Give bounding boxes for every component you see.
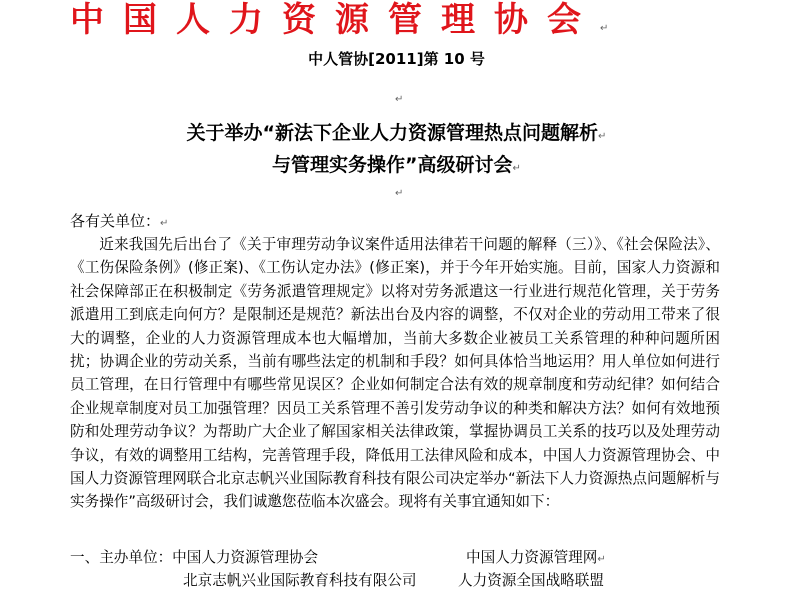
paragraph-mark: ↵ — [512, 163, 521, 174]
salutation-text: 各有关单位： — [70, 212, 161, 230]
sponsor-item-text: 中国人力资源管理网 — [466, 549, 598, 566]
document-title-line-1 — [0, 118, 793, 145]
sponsor-item: 人力资源全国战略联盟 — [458, 572, 604, 589]
paragraph-mark: ↵ — [160, 218, 169, 229]
sponsor-item: 北京志帆兴业国际教育科技有限公司 — [183, 572, 417, 589]
title-line-1-text: 关于举办“新法下企业人力资源管理热点问题解析 — [186, 122, 599, 144]
organization-name: 中国人力资源管理协会 — [70, 0, 600, 40]
organization-header — [70, 0, 627, 49]
title-line-2-text: 与管理实务操作”高级研讨会 — [272, 154, 513, 176]
paragraph-mark: ↵ — [597, 554, 606, 565]
paragraph-mark: ↵ — [600, 23, 628, 34]
paragraph-mark: ↵ — [598, 131, 607, 142]
sponsors-heading-row — [70, 546, 318, 567]
body-paragraph: 近来我国先后出台了《关于审理劳动争议案件适用法律若干问题的解释（三）》、《社会保险法》、《工伤保险条例》(修正案)、《工伤认定办法》(修正案)，并于今年开始实施。目前，国家人力资源和社会保障部正在积极制定《劳务派遣管理规定》以将对劳务派遣这一行业进行规范化管理，关于劳务派遣用工到底走向何方？是限制还是规范？新法出台及内容的调整，不仅对企业的劳动用工带来了很大的调整，企业的人力资源管理成本也大幅增加，当前大多数企业被员工关系管理的种种问题所困扰；协调企业的劳动关系，当前有哪些法定的机制和手段？如何具体恰当地运用？用人单位如何进行员工管理，在日行管理中有哪些常见误区？企业如何制定合法有效的规章制度和劳动纪律？如何结合企业规章制度对员工加强管理？因员工关系管理不善引发劳动争议的种类和解决方法？如何有效地预防和处理劳动争议？为帮助广大企业了解国家相关法律政策，掌握协调员工关系的技巧以及处理劳动争议，有效的调整用工结构，完善管理手段，降低用工法律风险和成本，中国人力资源管理协会、中国人力资源管理网联合北京志帆兴业国际教育科技有限公司决定举办“新法下人力资源热点问题解析与实务操作”高级研讨会，我们诚邀您莅临本次盛会。现将有关事宜通知如下： — [70, 236, 720, 511]
paragraph-mark: ↵ — [395, 94, 404, 105]
document-number — [0, 48, 793, 69]
salutation — [70, 210, 168, 231]
document-title-line-2 — [0, 150, 793, 177]
paragraph-mark: ↵ — [395, 188, 404, 199]
document-number-text: 中人管协[2011]第 10 号 — [308, 50, 485, 68]
sponsor-item — [466, 546, 606, 567]
sponsors-heading: 一、主办单位： — [70, 549, 173, 566]
sponsor-item: 中国人力资源管理协会 — [172, 549, 319, 566]
